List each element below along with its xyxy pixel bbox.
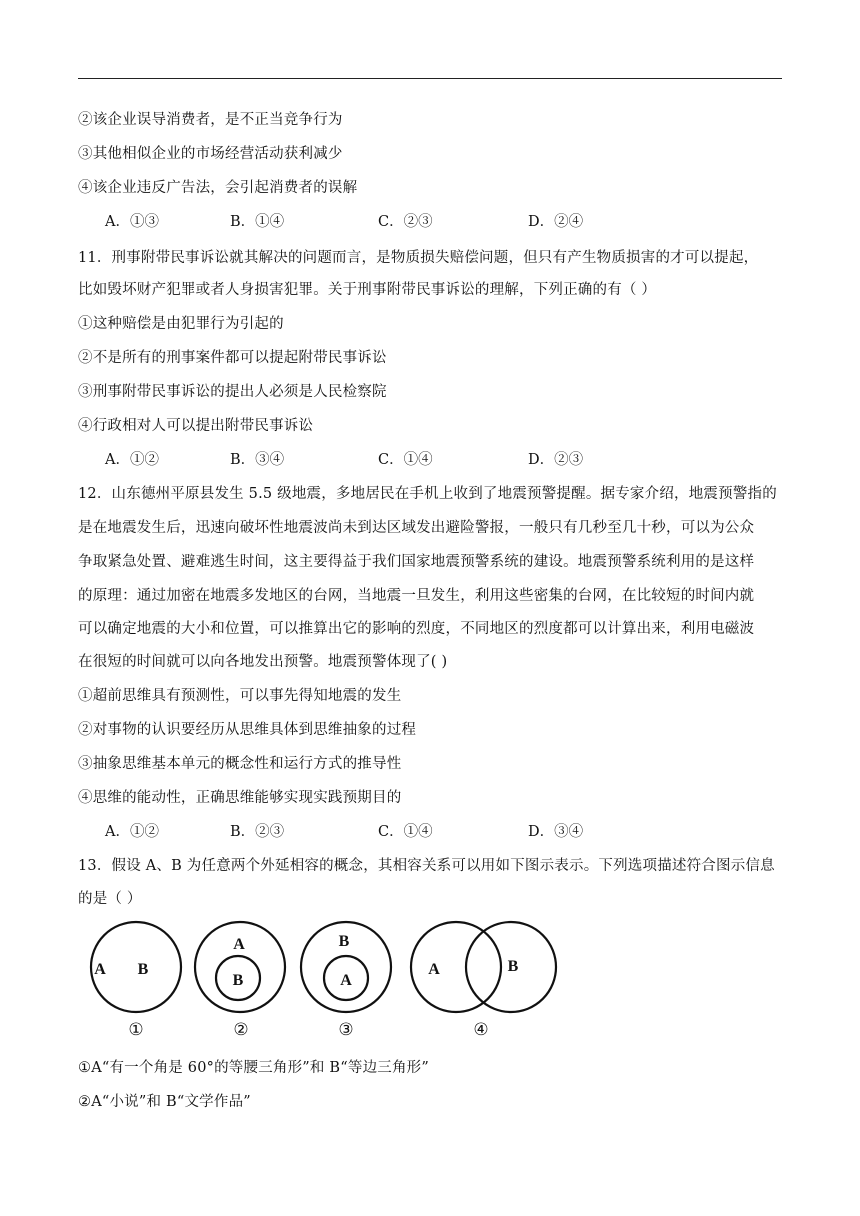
q12-item-2: ②对事物的认识要经历从思维具体到思维抽象的过程: [78, 722, 417, 738]
q12-item-4: ④思维的能动性，正确思维能够实现实践预期目的: [78, 790, 402, 806]
q12-option-d: D．③④: [528, 824, 584, 840]
q12-stem-line-6: 在很短的时间就可以向各地发出预警。地震预警体现了( ): [78, 654, 448, 670]
q11-option-d: D．②③: [528, 452, 584, 468]
q12-option-a: A．①②: [105, 824, 159, 840]
q13-stem-line-1: 13．假设 A、B 为任意两个外延相容的概念，其相容关系可以用如下图示表示。下列选项描述符合图示信息: [78, 858, 775, 874]
q10-option-a: A．①③: [105, 214, 159, 230]
diagram-4-label-left: A: [428, 961, 440, 978]
q11-option-c: C．①④: [378, 452, 433, 468]
q12-option-b: B．②③: [230, 824, 285, 840]
diagram-4-left-circle: [411, 922, 501, 1012]
q10-option-d: D．②④: [528, 214, 584, 230]
q11-option-b: B．③④: [230, 452, 285, 468]
diagram-1-label-b: B: [137, 961, 149, 978]
q12-stem-line-4: 的原理：通过加密在地震多发地区的台网，当地震一旦发生，利用这些密集的台网，在比较短的时间内就: [78, 588, 755, 604]
q12-item-3: ③抽象思维基本单元的概念性和运行方式的推导性: [78, 756, 402, 772]
q13-item-2: ②A“小说”和 B“文学作品”: [78, 1094, 251, 1110]
q12-stem-line-1: 12．山东德州平原县发生 5.5 级地震，多地居民在手机上收到了地震预警提醒。据专家介绍，地震预警指的: [78, 486, 777, 502]
q13-item-1: ①A“有一个角是 60°的等腰三角形”和 B“等边三角形”: [78, 1060, 429, 1076]
q10-option-b: B．①④: [230, 214, 285, 230]
q12-item-1: ①超前思维具有预测性，可以事先得知地震的发生: [78, 688, 402, 704]
q11-option-a: A．①②: [105, 452, 159, 468]
q12-option-c: C．①④: [378, 824, 433, 840]
q11-item-2: ②不是所有的刑事案件都可以提起附带民事诉讼: [78, 350, 387, 366]
q11-stem-line-1: 11．刑事附带民事诉讼就其解决的问题而言，是物质损失赔偿问题，但只有产生物质损害的才可以提起，: [78, 250, 759, 266]
q10-option-c: C．②③: [378, 214, 433, 230]
diagram-4-label-right: B: [507, 958, 519, 975]
header-rule: [78, 78, 782, 79]
diagram-1-label-a: A: [94, 961, 106, 978]
q11-item-1: ①这种赔偿是由犯罪行为引起的: [78, 316, 284, 332]
q10-item-3: ③其他相似企业的市场经营活动获利减少: [78, 146, 343, 162]
q12-stem-line-5: 可以确定地震的大小和位置，可以推算出它的影响的烈度，不同地区的烈度都可以计算出来，利用电磁波: [78, 621, 755, 637]
diagram-2-label-outer: A: [233, 936, 245, 953]
diagram-2-label-inner: B: [232, 972, 244, 989]
q12-stem-line-2: 是在地震发生后，迅速向破坏性地震波尚未到达区域发出避险警报，一般只有几秒至几十秒，可以为公众: [78, 520, 755, 536]
diagram-4-caption: ④: [473, 1020, 489, 1039]
diagram-3-label-inner: A: [340, 972, 352, 989]
q10-item-2: ②该企业误导消费者，是不正当竞争行为: [78, 112, 343, 128]
q10-item-4: ④该企业违反广告法，会引起消费者的误解: [78, 180, 358, 196]
q11-item-4: ④行政相对人可以提出附带民事诉讼: [78, 418, 314, 434]
diagram-3-label-outer: B: [338, 933, 350, 950]
diagram-2-caption: ②: [233, 1020, 249, 1039]
q11-stem-line-2: 比如毁坏财产犯罪或者人身损害犯罪。关于刑事附带民事诉讼的理解，下列正确的有（ ）: [78, 282, 657, 298]
q11-item-3: ③刑事附带民事诉讼的提出人必须是人民检察院: [78, 384, 387, 400]
q13-stem-line-2: 的是（ ）: [78, 891, 142, 907]
diagram-1-caption: ①: [128, 1020, 144, 1039]
concept-relation-figure: [76, 918, 566, 1043]
q12-stem-line-3: 争取紧急处置、避难逃生时间，这主要得益于我们国家地震预警系统的建设。地震预警系统利用的是这样: [78, 554, 755, 570]
diagram-3-caption: ③: [338, 1020, 354, 1039]
